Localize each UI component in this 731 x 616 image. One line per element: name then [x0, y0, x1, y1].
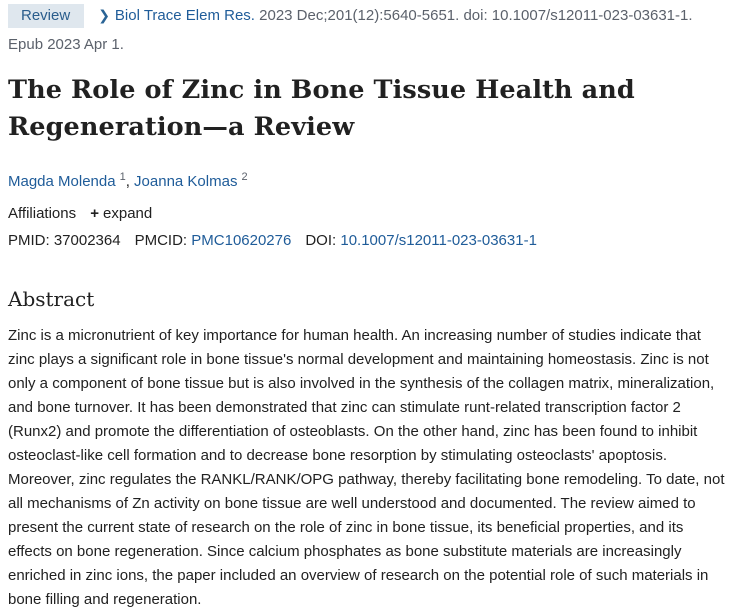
author-list [8, 166, 248, 193]
abstract-heading: Abstract [8, 287, 95, 311]
pmcid-label: PMCID: [134, 232, 188, 249]
affiliation-ref[interactable]: 2 [241, 171, 248, 183]
pmid-label: PMID: [8, 232, 50, 249]
affiliations-row [8, 203, 152, 225]
pmid-value: 37002364 [53, 232, 121, 249]
chevron-right-icon: ❯ [98, 7, 110, 23]
author-link[interactable]: Magda Molenda [8, 173, 116, 190]
epub-date: Epub 2023 Apr 1. [8, 36, 124, 53]
author-link[interactable]: Joanna Kolmas [134, 173, 238, 190]
article-title: The Role of Zinc in Bone Tissue Health and Regeneration—a Review [8, 75, 635, 142]
doi-link[interactable]: 10.1007/s12011-023-03631-1 [340, 232, 537, 249]
pmcid-link[interactable]: PMC10620276 [191, 232, 292, 249]
abstract-text: Zinc is a micronutrient of key importance for human health. An increasing number of studies indicate that zinc plays a significant role in bone tissue's normal development and maintaining homeostasis. Zinc is not only a component of bone tissue but is also involved in the synthesis of the collagen matrix, mineralization, and bone turnover. It has been demonstrated that zinc can stimulate runt-related transcription factor 2 (Runx2) and promote the differentiation of osteoblasts. On the other hand, zinc has been found to inhibit osteoclast-like cell formation and to decrease bone resorption by stimulating osteoclasts' apoptosis. Moreover, zinc regulates the RANKL/RANK/OPG pathway, thereby facilitating bone remodeling. To date, not all mechanisms of Zn activity on bone tissue are well understood and documented. The review aimed to present the current state of research on the role of zinc in bone tissue, its beneficial properties, and its effects on bone regeneration. Since calcium phosphates as bone substitute materials are increasingly enriched in zinc ions, the paper included an overview of research on the potential role of such materials in bone filling and regeneration. [8, 327, 725, 608]
expand-label: expand [103, 205, 153, 222]
journal-link[interactable]: Biol Trace Elem Res. [114, 7, 255, 24]
expand-affiliations-button[interactable] [90, 203, 152, 225]
citation-line [8, 4, 728, 28]
affiliations-label: Affiliations [8, 205, 77, 222]
identifiers-row [8, 230, 537, 252]
affiliation-ref[interactable]: 1 [119, 171, 126, 183]
plus-icon: + [90, 205, 100, 222]
author-separator: , [125, 173, 135, 190]
doi-label: DOI: [305, 232, 337, 249]
publication-type-badge: Review [8, 4, 84, 28]
citation-details: 2023 Dec;201(12):5640-5651. doi: 10.1007/s12011-023-03631-1. [259, 7, 693, 24]
